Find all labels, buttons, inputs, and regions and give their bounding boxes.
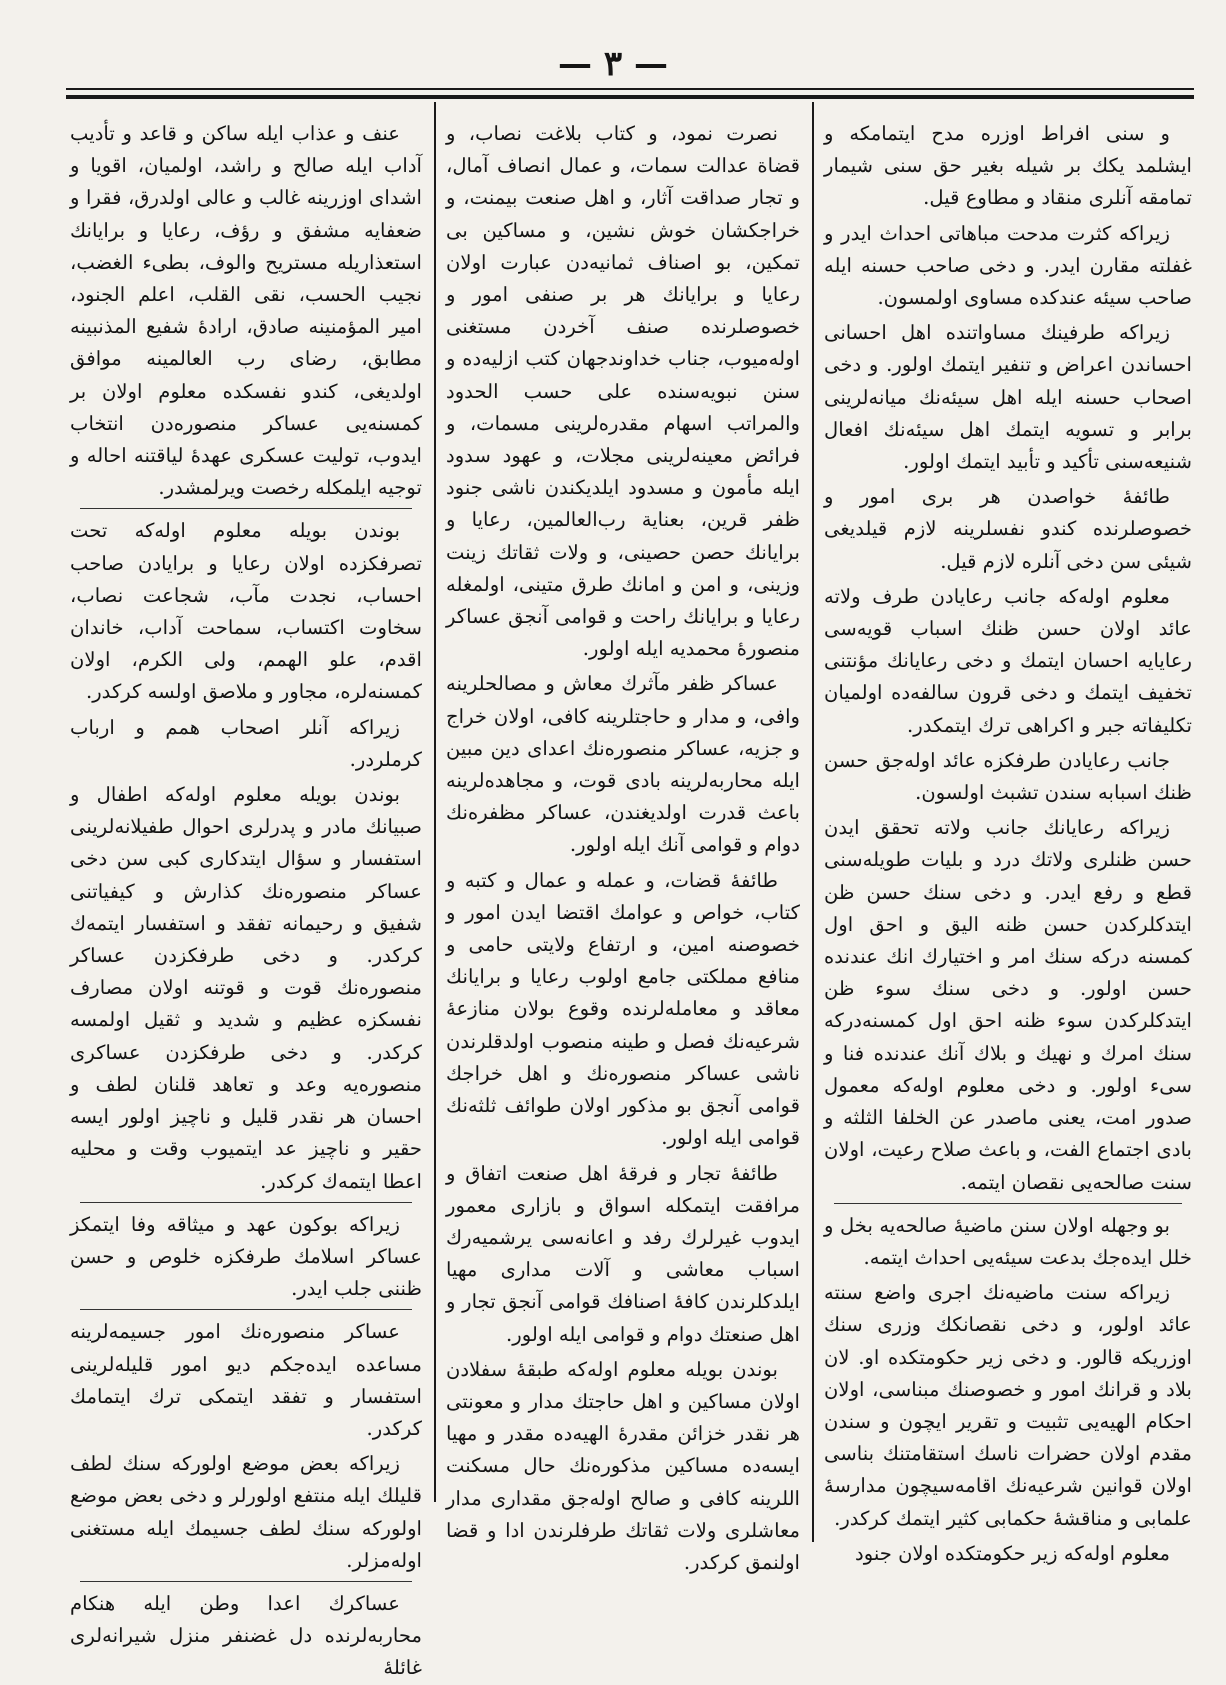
paragraph: طائفهٔ خواصدن هر بری امور و خصوصلرنده کندو نفسلرینه لازم قیلدیغی شیئی سن دخی آنلره لازم قیل. [824,485,1192,573]
paragraph: جانب رعایادن طرفکزه عائد اوله‌جق حسن ظنك اسبابه سندن تشبث اولسون. [824,748,1192,805]
paragraph: معلوم اوله‌که زیر حکومتکده اولان جنود [855,1541,1170,1565]
paragraph: زیراکه طرفینك مساواتنده اهل احسانی احساندن اعراض و تنفیر ایتمك اولور. و دخی اصحاب حسنه ایله اهل سیئه‌نك میانه‌لرینی برابر و تسویه ایتمك اهل سیئه‌نك افعال شنیعه‌سنی تأکید و تأبید ایتمك اولور. [824,321,1192,474]
paragraph: بو وجهله اولان سنن ماضیهٔ صالحه‌یه بخل و خلل ایده‌جك بدعت سیئه‌یی احداث ایتمه. [824,1213,1192,1269]
paragraph: عساکر ظفر مآثرك معاش و مصالحلرینه وافی، و مدار و حاجتلرینه کافی، اولان خراج و جزیه، عساکر منصوره‌نك اعدای دین مبین ایله محاربه‌لرینه بادی قوت، و مجاهده‌لرینه باعث قدرت اولدیغندن، عساکر مظفره‌نك دوام و قوامی آنك ایله اولور. [446,672,800,857]
paragraph: معلوم اوله‌که جانب رعایادن طرف ولاته عائد اولان حسن ظنك اسباب قویه‌سی رعایایه احسان ایتمك و دخی رعایانك مؤنتنی تخفیف ایتمك و دخی قرون سالفه‌ده اولمیان تکلیفاته جبر و اکراهی ترك ایتمکدر. [824,584,1192,737]
paragraph: عساکر منصوره‌نك امور جسیمه‌لرینه مساعده ایده‌جکم دیو امور قلیله‌لرینی استفسار و تفقد ایتمکی ترك ایتمامك کرکدر. [70,1320,422,1440]
paragraph: زیراکه بعض موضع اولورکه سنك لطف قلیلك ایله منتفع اولورلر و دخی بعض موضع اولورکه سنك لطف جسیمك ایله مستغنی اوله‌مزلر. [70,1452,422,1572]
column-divider-left [434,102,436,1502]
paragraph: طائفهٔ تجار و فرقهٔ اهل صنعت اتفاق و مرافقت ایتمکله اسواق و بازاری معمور ایدوب غیرلرك رفد و اعانه‌سی یرشمیه‌رك اسباب معاشی و آلات مداری مهیا ایلدکلرندن کافهٔ اصنافك قوامی آنجق تجار و اهل صنعتك دوام و قوامی ایله اولور. [446,1161,800,1346]
page-number: — ٣ — [558,44,668,84]
paragraph: عساکرك اعدا وطن ایله هنکام محاربه‌لرنده دل غضنفر منزل شیرانه‌لری غائلهٔ [70,1591,422,1680]
paragraph: زیراکه سنت ماضیه‌نك اجری واضع سنته عائد اولور، و دخی نقصانکك وزری سنك اوزریکه قالور. و دخی زیر حکومتکده او. لان بلاد و قرانك امور و خصوصنك مبناسی، اولان احکام الهیه‌یی تثبیت و تقریر ایچون و سندن مقدم اولان حضرات ناسك استقامتنك بناسی اولان قوانین شرعیه‌نك اقامه‌سیچون مدارسهٔ علمابی و مناقشهٔ حکمابی کثیر ایتمك کرکدر. [824,1281,1192,1530]
paragraph-separator [834,1203,1182,1204]
paragraph-separator [80,1309,412,1310]
header-rule-thick [66,95,1194,99]
paragraph: طائفهٔ قضات، و عمله و عمال و کتبه و کتاب، خواص و عوامك اقتضا ایدن امور و خصوصنه امین، و ارتفاع ولایتی حامی و منافع مملکتی جامع اولوب رعایا و برایانك معاقد و معامله‌لرنده وقوع بولان منازعهٔ شرعیه‌نك فصل و طینه منصوب اولدقلرندن ناشی عساکر منصوره‌نك و اهل خراجك قوامی آنجق بو مذکور اولان طوائف ثلثه‌نك قوامی ایله اولور. [446,868,800,1150]
paragraph: بوندن بویله معلوم اوله‌که اطفال و صبیانك مادر و پدرلری احوال طفیلانه‌لرینی استفسار و سؤال ایتدکاری کبی سن دخی عساکر منصوره‌نك کذارش و کیفیاتنی شفیق و رحیمانه تفقد و استفسار ایتمه‌ك کرکدر. و دخی طرفکزدن عساکر منصوره‌نك قوت و قوتنه اولان مصارف نفسکزه عظیم و شدید و ثقیل اولمسه کرکدر. و دخی طرفکزدن عساکری منصوره‌یه وعد و تعاهد قلنان لطف و احسان هر نقدر قلیل و ناچیز اولور ایسه حقیر و ناچیز عد ایتمیوب وقت و محلیه اعطا ایتمه‌ك کرکدر. [70,783,422,1193]
paragraph-separator [80,1581,412,1582]
paragraph: و سنی افراط اوزره مدح ایتمامکه و ایشلمد یکك بر شیله بغیر حق سنی شیمار تمامقه آنلری منقاد و مطاوع قیل. [824,122,1192,210]
paragraph: زیراکه آنلر اصحاب همم و ارباب کرملردر. [70,715,422,771]
column-divider-right [812,102,814,1542]
paragraph: بوندن بویله معلوم اوله‌که طبقهٔ سفلادن اولان مساکین و اهل حاجتك مدار و معونتی هر نقدر خزائن مقدرهٔ الهیه‌ده مقدر و مهیا ایسه‌ده مساکین مذکوره‌نك حال مسکنت اللرینه کافی و صالح اوله‌جق مقداری مدار معاشلری ولات ثقاتك طرفلرندن ادا و قضا اولنمق کرکدر. [446,1357,800,1574]
paragraph: عنف و عذاب ایله ساکن و قاعد و تأدیب آداب ایله صالح و راشد، اولمیان، اقویا و اشدای اوزرینه غالب و عالی اولدرق، فقرا و ضعفایه مشفق و رؤف، رعایا و برایانك استعذاریله مستریح والوف، بطیء الغضب، نجیب الحسب، نقی القلب، اعلم الجنود، امیر المؤمنینه صادق، ارادهٔ شفیع المذنبینه مطابق، رضای رب العالمینه موافق اولدیغی، کندو نفسکده معلوم اولان بر کمسنه‌یی عساکر منصوره‌دن انتخاب ایدوب، تولیت عسکری عهدهٔ لیاقتنه احاله و توجیه ایلمکله رخصت ویرلمشدر. [70,122,422,500]
header-rule-thin [66,88,1194,90]
paragraph: زیراکه کثرت مدحت مباهاتی احداث ایدر و غفلته مقارن ایدر. و دخی صاحب حسنه ایله صاحب سیئه عندکده مساوی اولمسون. [824,221,1192,310]
paragraph: زیراکه بوکون عهد و میثاقه وفا ایتمکز عساکر اسلامك طرفکزه خلوص و حسن ظننی جلب ایدر. [70,1212,422,1301]
paragraph: زیراکه رعایانك جانب ولاته تحقق ایدن حسن ظنلری ولاتك درد و بلیات طویله‌سنی قطع و رفع ایدر. و دخی سنك حسن ظن ایتدکلرکدن حسن ظنه الیق و احق اول کمسنه درکه سنك امر و اختیارك انك عندنده حسن اولور. و دخی سنك سوء ظن ایتدکلرکدن سوء ظنه احق اول کمسنه‌درکه سنك امرك و نهیك و بلاك آنك عندنده فنا و سیء اولور. و دخی معلوم اوله‌که معمول صدور امت، یعنی ماصدر عن الخلفا الثلثه و بادی اجتماع الفت، و باعث صلاح رعیت، اولان سنت صالحه‌یی نقصان ایتمه. [824,816,1192,1194]
column-middle [446,118,800,1574]
column-left [70,118,422,1680]
column-right [824,118,1192,1608]
paragraph: بوندن بویله معلوم اوله‌که تحت تصرفکزده اولان رعایا و برایادن صاحب احساب، نجدت مآب، شجاعت نصاب، سخاوت اکتساب، سماحت آداب، خاندان اقدم، علو الهمم، ولی الکرم، اولان کمسنه‌لره، مجاور و ملاصق اولسه کرکدر. [70,519,422,704]
paragraph: نصرت نمود، و کتاب بلاغت نصاب، و قضاة عدالت سمات، و عمال انصاف آمال، و تجار صداقت آثار، و اهل صنعت بیمنت، و خراجکشان خوش نشین، و مساکین بی تمکین، بو اصناف ثمانیه‌دن عبارت اولان رعایا و برایانك هر بر صنفی امور و خصوصلرنده صنف آخردن مستغنی اوله‌میوب، جناب خداوندجهان کتب ازلیه‌ده و سنن نبویه‌سنده علی حسب الحدود والمراتب اسهام مقدره‌لرینی مسمات، و فرائض معینه‌لرینی مجلات، و عهود سدود ایله مأمون و مسدود ایلدیکندن ناشی جنود ظفر قرین، بعنایة رب‌العالمین، رعایا و برایانك حصن حصینی، و ولات ثقاتك زینت وزینی، و امن و امانك طرق متینی، اولمغله رعایا و برایانك راحت و قوامی آنجق عساکر منصورهٔ محمدیه ایله اولور. [446,122,800,661]
paragraph-separator [80,508,412,509]
paragraph-separator [80,1202,412,1203]
